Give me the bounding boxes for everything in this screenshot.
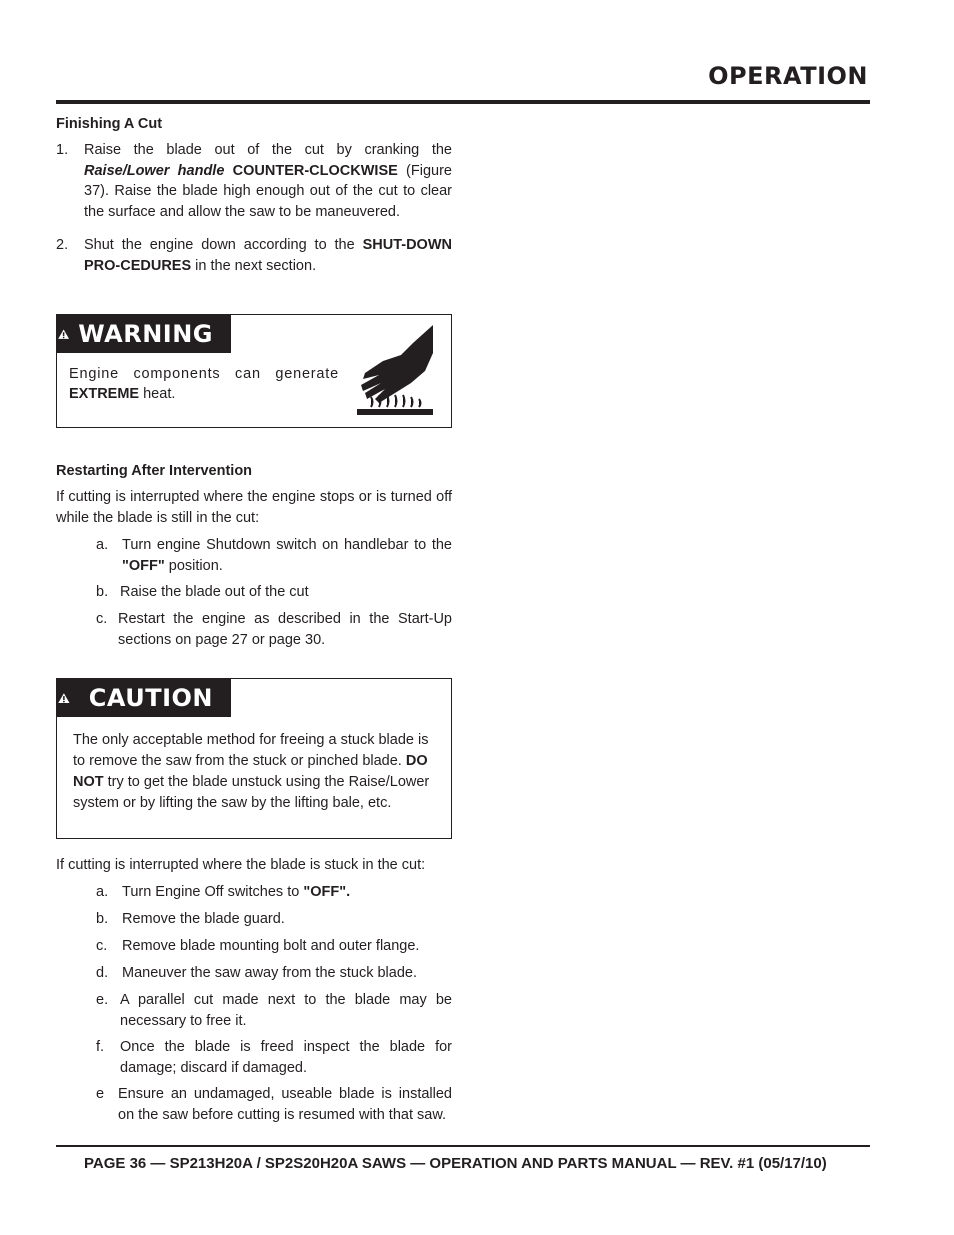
caution-label: CAUTION bbox=[88, 684, 213, 712]
warning-text bbox=[69, 364, 339, 404]
stuck-item-e bbox=[96, 990, 452, 1031]
item-text-part: position. bbox=[164, 557, 223, 574]
item-text-part: Turn engine Shutdown switch on handlebar to the bbox=[122, 537, 452, 553]
item-text-part: (Figure 37). Raise the blade high enough out of the cut to clear the surface and allow the saw to be maneuvered. bbox=[84, 162, 452, 220]
item-text bbox=[84, 235, 452, 276]
item-text: A parallel cut made next to the blade may be necessary to free it. bbox=[120, 992, 452, 1029]
item-letter: a. bbox=[96, 537, 109, 553]
footer-rule bbox=[56, 1145, 870, 1147]
item-letter: f. bbox=[96, 1039, 105, 1055]
warning-label: WARNING bbox=[78, 320, 213, 348]
stuck-item-d bbox=[96, 963, 452, 984]
item-text: Raise the blade out of the cut bbox=[120, 584, 309, 600]
warning-emphasis: EXTREME bbox=[69, 386, 140, 402]
item-text: Once the blade is freed inspect the blade for damage; discard if damaged. bbox=[120, 1039, 452, 1076]
item-text bbox=[84, 140, 452, 222]
item-letter: c. bbox=[96, 611, 108, 627]
restarting-heading-wrap bbox=[56, 461, 452, 482]
finishing-heading: Finishing A Cut bbox=[56, 116, 163, 132]
caution-emphasis: DO NOT bbox=[73, 753, 428, 790]
alert-triangle-icon bbox=[57, 315, 70, 353]
item-emphasis: "OFF". bbox=[303, 884, 351, 900]
header-rule bbox=[56, 100, 870, 104]
page-section-title: OPERATION bbox=[708, 62, 868, 90]
caution-text-part: try to get the blade unstuck using the Raise/Lower system or by lifting the saw by the lifting bale, etc. bbox=[73, 774, 430, 811]
item-letter: a. bbox=[96, 884, 109, 900]
stuck-item-a bbox=[96, 882, 452, 903]
item-letter: e bbox=[96, 1086, 105, 1102]
page-footer: PAGE 36 — SP213H20A / SP2S20H20A SAWS — OPERATION AND PARTS MANUAL — REV. #1 (05/17/10) bbox=[84, 1155, 827, 1172]
caution-banner bbox=[57, 679, 231, 717]
item-letter: b. bbox=[96, 584, 109, 600]
stuck-item-g bbox=[96, 1084, 452, 1125]
item-text-part: in the next section. bbox=[191, 257, 317, 274]
hot-surface-hand-icon bbox=[353, 321, 437, 419]
stuck-item-f bbox=[96, 1037, 452, 1078]
finishing-item-2 bbox=[56, 235, 452, 276]
warning-box bbox=[56, 314, 452, 428]
item-text: Restart the engine as described in the Start-Up sections on page 27 or page 30. bbox=[118, 611, 452, 648]
stuck-item-c bbox=[96, 936, 452, 957]
item-emphasis: "OFF" bbox=[122, 557, 165, 574]
item-text: Remove blade mounting bolt and outer flange. bbox=[122, 938, 420, 954]
caution-box bbox=[56, 678, 452, 839]
item-letter: c. bbox=[96, 938, 108, 954]
restarting-intro: If cutting is interrupted where the engine stops or is turned off while the blade is still in the cut: bbox=[56, 489, 452, 526]
restarting-item-c bbox=[96, 609, 452, 650]
restarting-item-a bbox=[96, 535, 452, 576]
item-text: Remove the blade guard. bbox=[122, 911, 285, 927]
restarting-heading: Restarting After Intervention bbox=[56, 463, 253, 479]
item-text-part: Turn Engine Off switches to bbox=[122, 884, 304, 900]
caution-text-part: The only acceptable method for freeing a stuck blade is to remove the saw from the stuck or pinched blade. bbox=[73, 732, 429, 769]
warning-text-part: heat. bbox=[139, 386, 176, 402]
item-emphasis: COUNTER-CLOCKWISE bbox=[224, 162, 398, 179]
alert-triangle-icon bbox=[57, 679, 71, 717]
item-number: 2. bbox=[56, 237, 69, 253]
item-letter: e. bbox=[96, 992, 109, 1008]
item-text bbox=[122, 882, 452, 903]
item-text: Ensure an undamaged, useable blade is installed on the saw before cutting is resumed with that saw. bbox=[118, 1086, 452, 1123]
item-letter: d. bbox=[96, 965, 109, 981]
item-text-part: Raise the blade out of the cut by cranking the bbox=[84, 142, 452, 158]
item-number: 1. bbox=[56, 142, 69, 158]
warning-text-part: Engine components can generate bbox=[69, 366, 339, 382]
item-emphasis: Raise/Lower handle bbox=[84, 162, 225, 179]
caution-text bbox=[73, 730, 439, 814]
finishing-section bbox=[56, 114, 452, 135]
item-emphasis: SHUT-DOWN PRO-CEDURES bbox=[84, 237, 452, 274]
finishing-item-1 bbox=[56, 140, 452, 222]
item-text: Maneuver the saw away from the stuck blade. bbox=[122, 965, 417, 981]
restarting-item-b bbox=[96, 582, 452, 603]
stuck-intro: If cutting is interrupted where the blade is stuck in the cut: bbox=[56, 857, 426, 873]
warning-banner bbox=[57, 315, 231, 353]
item-text-part: Shut the engine down according to the bbox=[84, 237, 363, 253]
item-letter: b. bbox=[96, 911, 109, 927]
stuck-item-b bbox=[96, 909, 452, 930]
item-text bbox=[122, 535, 452, 576]
